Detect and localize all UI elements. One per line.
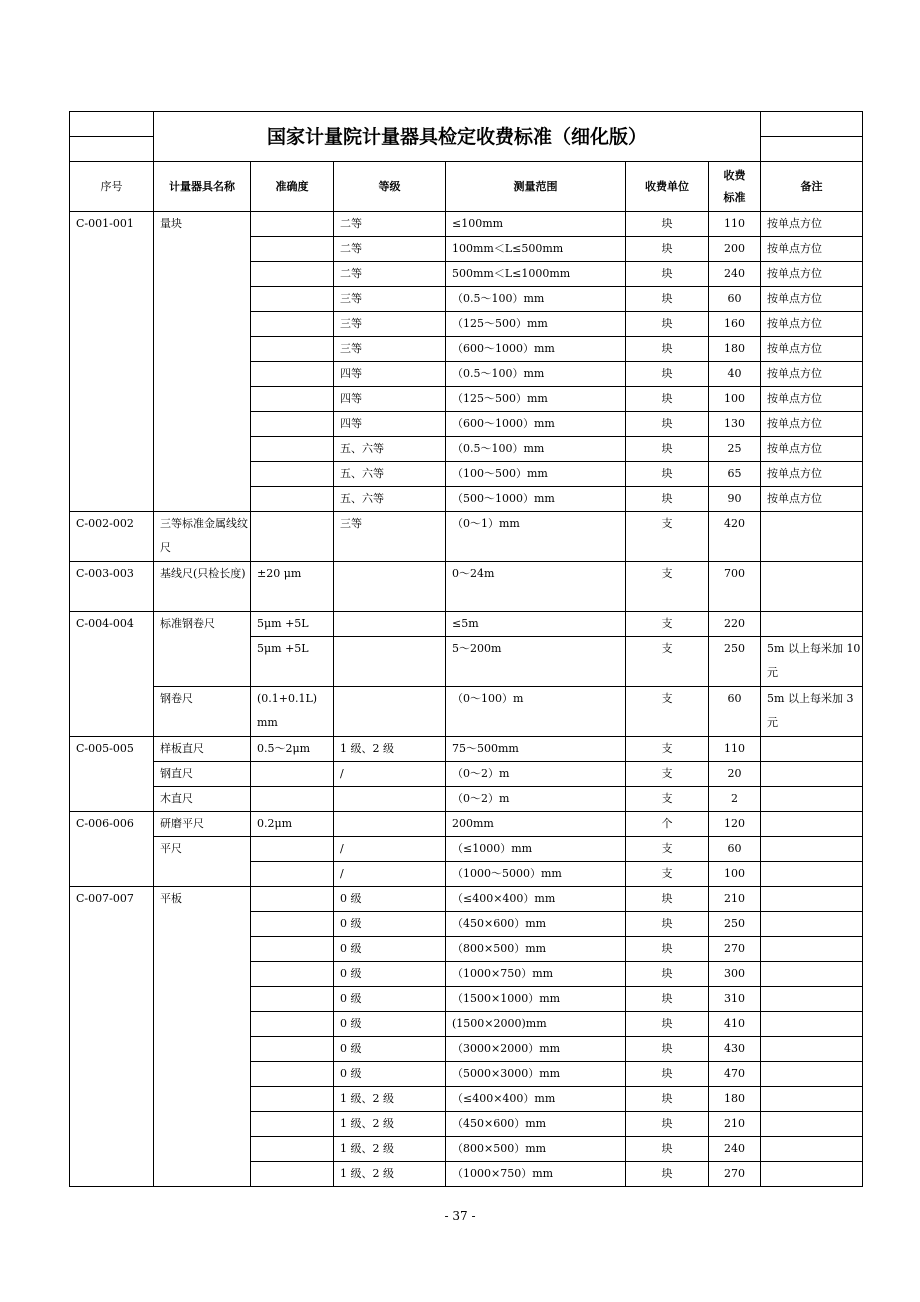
grade-cell: 1 级、2 级: [334, 1137, 446, 1162]
note-cell: [761, 737, 863, 762]
name-cell: 三等标准金属线纹尺: [154, 512, 251, 562]
table-row: [70, 812, 863, 837]
accuracy-cell: [251, 762, 334, 787]
seq-cell: C-005-005: [70, 737, 154, 812]
unit-cell: 支: [626, 787, 709, 812]
seq-cell: C-007-007: [70, 887, 154, 1187]
note-cell: [761, 812, 863, 837]
grade-cell: 1 级、2 级: [334, 1162, 446, 1187]
fee-cell: 100: [709, 387, 761, 412]
unit-cell: 支: [626, 737, 709, 762]
grade-cell: 二等: [334, 237, 446, 262]
range-cell: （125～500）mm: [446, 387, 626, 412]
note-cell: 按单点方位: [761, 362, 863, 387]
fee-cell: 40: [709, 362, 761, 387]
range-cell: （1000×750）mm: [446, 1162, 626, 1187]
unit-cell: 块: [626, 487, 709, 512]
grade-cell: 三等: [334, 337, 446, 362]
note-cell: 按单点方位: [761, 462, 863, 487]
unit-cell: 块: [626, 237, 709, 262]
accuracy-cell: 0.2μm: [251, 812, 334, 837]
grade-cell: /: [334, 762, 446, 787]
range-cell: （0～1）mm: [446, 512, 626, 562]
name-cell: 钢卷尺: [154, 687, 251, 737]
range-cell: 200mm: [446, 812, 626, 837]
note-cell: [761, 937, 863, 962]
accuracy-cell: 5μm +5L: [251, 612, 334, 637]
table-row: [70, 787, 863, 812]
grade-cell: 1 级、2 级: [334, 737, 446, 762]
note-cell: [761, 762, 863, 787]
unit-cell: 块: [626, 987, 709, 1012]
name-cell: 研磨平尺: [154, 812, 251, 837]
range-cell: （800×500）mm: [446, 937, 626, 962]
fee-cell: 160: [709, 312, 761, 337]
note-cell: [761, 612, 863, 637]
fee-cell: 200: [709, 237, 761, 262]
note-cell: 按单点方位: [761, 487, 863, 512]
fee-cell: 700: [709, 562, 761, 612]
range-cell: （800×500）mm: [446, 1137, 626, 1162]
range-cell: （≤1000）mm: [446, 837, 626, 862]
header-unit: 收费单位: [626, 162, 709, 212]
fee-cell: 65: [709, 462, 761, 487]
note-cell: [761, 1037, 863, 1062]
name-cell: 平尺: [154, 837, 251, 887]
grade-cell: 0 级: [334, 987, 446, 1012]
unit-cell: 块: [626, 212, 709, 237]
accuracy-cell: [251, 787, 334, 812]
name-cell: 平板: [154, 887, 251, 1187]
header-range: 测量范围: [446, 162, 626, 212]
range-cell: （0.5～100）mm: [446, 437, 626, 462]
name-cell: 标准钢卷尺: [154, 612, 251, 687]
name-cell: 木直尺: [154, 787, 251, 812]
title-left-cell: [70, 112, 154, 137]
unit-cell: 块: [626, 1137, 709, 1162]
accuracy-cell: 0.5～2μm: [251, 737, 334, 762]
note-cell: [761, 562, 863, 612]
fee-cell: 240: [709, 1137, 761, 1162]
accuracy-cell: (0.1+0.1L) mm: [251, 687, 334, 737]
range-cell: ≤5m: [446, 612, 626, 637]
grade-cell: 三等: [334, 512, 446, 562]
accuracy-cell: [251, 1037, 334, 1062]
range-cell: （0.5～100）mm: [446, 362, 626, 387]
grade-cell: 1 级、2 级: [334, 1112, 446, 1137]
grade-cell: 0 级: [334, 1062, 446, 1087]
title-left-cell: [70, 137, 154, 162]
unit-cell: 支: [626, 837, 709, 862]
header-grade: 等级: [334, 162, 446, 212]
fee-cell: 180: [709, 1087, 761, 1112]
accuracy-cell: [251, 1087, 334, 1112]
grade-cell: 三等: [334, 312, 446, 337]
fee-cell: 120: [709, 812, 761, 837]
range-cell: （≤400×400）mm: [446, 1087, 626, 1112]
header-seq: 序号: [70, 162, 154, 212]
unit-cell: 块: [626, 312, 709, 337]
note-cell: 按单点方位: [761, 237, 863, 262]
accuracy-cell: [251, 437, 334, 462]
unit-cell: 支: [626, 762, 709, 787]
seq-cell: C-003-003: [70, 562, 154, 612]
unit-cell: 块: [626, 1112, 709, 1137]
accuracy-cell: [251, 412, 334, 437]
table-row: [70, 612, 863, 637]
accuracy-cell: [251, 987, 334, 1012]
table-row: [70, 562, 863, 612]
table-row: [70, 737, 863, 762]
fee-cell: 410: [709, 1012, 761, 1037]
grade-cell: 0 级: [334, 937, 446, 962]
fee-cell: 25: [709, 437, 761, 462]
note-cell: 按单点方位: [761, 312, 863, 337]
fee-cell: 110: [709, 212, 761, 237]
grade-cell: /: [334, 837, 446, 862]
note-cell: [761, 1012, 863, 1037]
unit-cell: 块: [626, 337, 709, 362]
grade-cell: 二等: [334, 212, 446, 237]
note-cell: 按单点方位: [761, 387, 863, 412]
accuracy-cell: 5μm +5L: [251, 637, 334, 687]
range-cell: 0～24m: [446, 562, 626, 612]
fee-cell: 240: [709, 262, 761, 287]
fee-cell: 210: [709, 1112, 761, 1137]
fee-cell: 130: [709, 412, 761, 437]
fee-cell: 110: [709, 737, 761, 762]
fee-cell: 60: [709, 837, 761, 862]
range-cell: （1000～5000）mm: [446, 862, 626, 887]
grade-cell: 0 级: [334, 1037, 446, 1062]
accuracy-cell: [251, 462, 334, 487]
accuracy-cell: [251, 512, 334, 562]
accuracy-cell: [251, 1162, 334, 1187]
grade-cell: 三等: [334, 287, 446, 312]
name-cell: 钢直尺: [154, 762, 251, 787]
range-cell: （3000×2000）mm: [446, 1037, 626, 1062]
note-cell: [761, 1062, 863, 1087]
grade-cell: 0 级: [334, 962, 446, 987]
note-cell: [761, 1087, 863, 1112]
table-row: [70, 687, 863, 737]
page-number: - 37 -: [444, 1209, 476, 1223]
note-cell: 按单点方位: [761, 337, 863, 362]
note-cell: 按单点方位: [761, 412, 863, 437]
range-cell: （500～1000）mm: [446, 487, 626, 512]
accuracy-cell: [251, 362, 334, 387]
table-row: [70, 762, 863, 787]
range-cell: （0～100）m: [446, 687, 626, 737]
fee-cell: 250: [709, 912, 761, 937]
grade-cell: 四等: [334, 412, 446, 437]
range-cell: （450×600）mm: [446, 1112, 626, 1137]
grade-cell: [334, 812, 446, 837]
accuracy-cell: [251, 1062, 334, 1087]
note-cell: 按单点方位: [761, 262, 863, 287]
fee-cell: 20: [709, 762, 761, 787]
grade-cell: /: [334, 862, 446, 887]
name-cell: 样板直尺: [154, 737, 251, 762]
header-accuracy: 准确度: [251, 162, 334, 212]
range-cell: 500mm＜L≤1000mm: [446, 262, 626, 287]
range-cell: （1500×1000）mm: [446, 987, 626, 1012]
table-row: [70, 887, 863, 912]
accuracy-cell: [251, 1112, 334, 1137]
range-cell: （600～1000）mm: [446, 337, 626, 362]
fee-cell: 60: [709, 687, 761, 737]
accuracy-cell: [251, 387, 334, 412]
unit-cell: 块: [626, 1062, 709, 1087]
grade-cell: 0 级: [334, 1012, 446, 1037]
fee-cell: 60: [709, 287, 761, 312]
seq-cell: C-002-002: [70, 512, 154, 562]
grade-cell: 四等: [334, 387, 446, 412]
range-cell: (1500×2000)mm: [446, 1012, 626, 1037]
unit-cell: 块: [626, 1087, 709, 1112]
header-name: 计量器具名称: [154, 162, 251, 212]
range-cell: 100mm＜L≤500mm: [446, 237, 626, 262]
grade-cell: 0 级: [334, 912, 446, 937]
note-cell: [761, 962, 863, 987]
accuracy-cell: [251, 1012, 334, 1037]
range-cell: （5000×3000）mm: [446, 1062, 626, 1087]
fee-cell: 420: [709, 512, 761, 562]
accuracy-cell: [251, 962, 334, 987]
accuracy-cell: [251, 487, 334, 512]
range-cell: （125～500）mm: [446, 312, 626, 337]
note-cell: 5m 以上每米加 3 元: [761, 687, 863, 737]
grade-cell: 1 级、2 级: [334, 1087, 446, 1112]
note-cell: [761, 1137, 863, 1162]
fee-cell: 310: [709, 987, 761, 1012]
table-row: [70, 212, 863, 237]
fee-cell: 250: [709, 637, 761, 687]
grade-cell: 五、六等: [334, 487, 446, 512]
accuracy-cell: [251, 1137, 334, 1162]
title-right-cell: [761, 137, 863, 162]
unit-cell: 块: [626, 412, 709, 437]
grade-cell: 0 级: [334, 887, 446, 912]
note-cell: [761, 987, 863, 1012]
unit-cell: 块: [626, 912, 709, 937]
accuracy-cell: [251, 887, 334, 912]
range-cell: （450×600）mm: [446, 912, 626, 937]
accuracy-cell: [251, 862, 334, 887]
fee-cell: 180: [709, 337, 761, 362]
header-note: 备注: [761, 162, 863, 212]
grade-cell: 四等: [334, 362, 446, 387]
note-cell: 按单点方位: [761, 287, 863, 312]
note-cell: [761, 512, 863, 562]
name-cell: 量块: [154, 212, 251, 512]
accuracy-cell: [251, 237, 334, 262]
note-cell: [761, 837, 863, 862]
range-cell: （≤400×400）mm: [446, 887, 626, 912]
unit-cell: 块: [626, 287, 709, 312]
seq-cell: C-001-001: [70, 212, 154, 512]
unit-cell: 支: [626, 562, 709, 612]
range-cell: （100～500）mm: [446, 462, 626, 487]
unit-cell: 个: [626, 812, 709, 837]
accuracy-cell: [251, 337, 334, 362]
fee-cell: 270: [709, 1162, 761, 1187]
unit-cell: 块: [626, 1037, 709, 1062]
unit-cell: 块: [626, 887, 709, 912]
grade-cell: 五、六等: [334, 462, 446, 487]
accuracy-cell: [251, 212, 334, 237]
unit-cell: 块: [626, 362, 709, 387]
unit-cell: 支: [626, 612, 709, 637]
header-fee: 收费标准: [709, 162, 761, 212]
grade-cell: [334, 687, 446, 737]
accuracy-cell: [251, 912, 334, 937]
fee-cell: 2: [709, 787, 761, 812]
accuracy-cell: [251, 262, 334, 287]
note-cell: [761, 787, 863, 812]
fee-cell: 470: [709, 1062, 761, 1087]
range-cell: （1000×750）mm: [446, 962, 626, 987]
unit-cell: 支: [626, 512, 709, 562]
fee-cell: 300: [709, 962, 761, 987]
range-cell: ≤100mm: [446, 212, 626, 237]
table-row: [70, 837, 863, 862]
note-cell: [761, 912, 863, 937]
grade-cell: [334, 562, 446, 612]
unit-cell: 块: [626, 962, 709, 987]
grade-cell: [334, 787, 446, 812]
range-cell: （0.5～100）mm: [446, 287, 626, 312]
unit-cell: 支: [626, 637, 709, 687]
name-cell: 基线尺(只检长度): [154, 562, 251, 612]
accuracy-cell: [251, 937, 334, 962]
unit-cell: 块: [626, 262, 709, 287]
note-cell: 5m 以上每米加 10 元: [761, 637, 863, 687]
note-cell: 按单点方位: [761, 437, 863, 462]
accuracy-cell: [251, 287, 334, 312]
note-cell: [761, 1162, 863, 1187]
fee-cell: 220: [709, 612, 761, 637]
grade-cell: [334, 612, 446, 637]
fee-cell: 100: [709, 862, 761, 887]
fee-cell: 90: [709, 487, 761, 512]
title-right-cell: [761, 112, 863, 137]
range-cell: 75～500mm: [446, 737, 626, 762]
unit-cell: 块: [626, 387, 709, 412]
fee-table: [69, 111, 863, 1187]
unit-cell: 支: [626, 687, 709, 737]
seq-cell: C-004-004: [70, 612, 154, 737]
range-cell: 5～200m: [446, 637, 626, 687]
range-cell: （0～2）m: [446, 787, 626, 812]
note-cell: [761, 887, 863, 912]
unit-cell: 支: [626, 862, 709, 887]
range-cell: （600～1000）mm: [446, 412, 626, 437]
unit-cell: 块: [626, 1012, 709, 1037]
note-cell: 按单点方位: [761, 212, 863, 237]
unit-cell: 块: [626, 1162, 709, 1187]
accuracy-cell: [251, 312, 334, 337]
unit-cell: 块: [626, 437, 709, 462]
range-cell: （0～2）m: [446, 762, 626, 787]
grade-cell: [334, 637, 446, 687]
fee-cell: 210: [709, 887, 761, 912]
accuracy-cell: [251, 837, 334, 862]
fee-cell: 270: [709, 937, 761, 962]
grade-cell: 五、六等: [334, 437, 446, 462]
accuracy-cell: ±20 μm: [251, 562, 334, 612]
note-cell: [761, 862, 863, 887]
unit-cell: 块: [626, 937, 709, 962]
table-row: [70, 512, 863, 562]
note-cell: [761, 1112, 863, 1137]
grade-cell: 二等: [334, 262, 446, 287]
header-row: [70, 162, 863, 212]
page-title: 国家计量院计量器具检定收费标准（细化版）: [154, 112, 761, 162]
seq-cell: C-006-006: [70, 812, 154, 887]
unit-cell: 块: [626, 462, 709, 487]
fee-cell: 430: [709, 1037, 761, 1062]
